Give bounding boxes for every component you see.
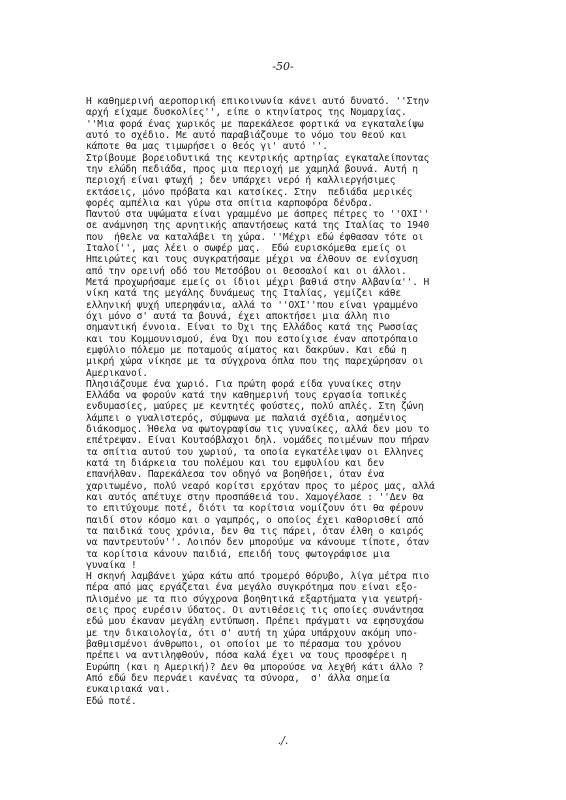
body-line: λάμπει ο γυαλιστερός, σύμφωνα με παλαιά σχέδια, ασημένιος [86, 412, 407, 424]
body-line: Από εδώ δεν περνάει κανένας τα σύνορα, σ' άλλα σημεία [86, 672, 390, 684]
body-line: Η σκηνή λαμβάνει χώρα κάτω από τρομερό θόρυβο, λίγα μέτρα πιο [86, 571, 430, 583]
body-line: επανήλθαν. Παρεκάλεσα τον οδηγό να βοηθήσει, όταν ένα [86, 469, 385, 481]
body-line: τα παιδικά τους χρόνια, δεν θα τις πάρει, όταν έλθη ο καιρός [86, 525, 424, 537]
body-line: βαθμισμένοι άνθρωποι, οι οποίοι με το πέρασμα του χρόνου [86, 639, 402, 650]
body-line: Εδώ ποτέ. [86, 695, 137, 707]
body-line: την ελώδη πεδιάδα, προς μια περιοχή με χαμηλά βουνά. Αυτή η [86, 163, 418, 175]
body-line: σε ανάμνηση της αρνητικής απαντήσεως κατά της Ιταλίας το 1940 [86, 220, 430, 232]
body-line: ευκαιριακά ναι. [86, 684, 171, 696]
body-line: να παντρευτούν''. Λοιπόν δεν μπορούμε να κάνουμε τίποτε, όταν [86, 537, 430, 549]
body-line: εκτάσεις, μόνο πρόβατα και κατσίκες. Στην πεδιάδα μερικές [86, 186, 413, 198]
body-line: ενδυμασίες, μαύρες με κεντητές φούστες, πολύ απλές. Στη ζώνη [86, 401, 424, 413]
body-line: Η καθημερινή αεροπορική επικοινωνία κάνει αυτό δυνατό. ''Στην [86, 96, 430, 107]
body-line: χαριτωμένο, πολύ νεαρό κορίτσι ερχόταν προς το μέρος μας, αλλά [86, 480, 435, 492]
body-line: σημαντική έννοια. Είναι το Όχι της Ελλάδος κατά της Ρωσσίας [86, 322, 418, 334]
body-line: παιδί στον κόσμο και ο γαμπρός, ο οποίος έχει καθορισθεί από [86, 514, 424, 526]
body-line: τα κορίτσια κάνουν παιδιά, επειδή τους φωτογράφισε μια [86, 548, 390, 560]
footer-mark: ./. [277, 734, 289, 747]
body-line: από την ορεινή οδό του Μετσόβου οι Θεσσαλοί και οι άλλοι. [86, 265, 407, 277]
body-line: κατά τη διάρκεια του πολέμου και του εμφυλίου και δεν [86, 458, 385, 469]
body-text [86, 96, 516, 707]
body-line: Ελλάδα να φορούν κατά την καθημερινή τους εργασία τοπικές [86, 390, 407, 402]
body-line: Ηπειρώτες και τους συγκρατήσαμε μέχρι να έλθουν σε ενίσχυση [86, 254, 418, 266]
body-line: που ήθελε να καταλάβει τη χώρα. ''Μέχρι εδώ έφθασαν τότε οι [86, 231, 424, 243]
body-line: εδώ μου έκαναν μεγάλη εντύπωση. Πρέπει πράγματι να εφησυχάσω [86, 616, 424, 628]
body-line: κάποτε θα μας τιμωρήσει ο θεός γι' αυτό ''. [86, 141, 328, 153]
body-line: μικρή χώρα νίκησε με τα σύγχρονα όπλα που της παρεχώρησαν οι [86, 356, 424, 368]
body-line: επέτρεψαν. Είναι Κουτσόβλαχοι δηλ. νομάδες ποιμένων που πήραν [86, 435, 430, 447]
body-line: πρέπει να αντιληφθούν, πόσα καλά έχει να τους προσφέρει η [86, 650, 407, 662]
body-line: περιοχή είναι φτωχή ; δεν υπάρχει νερό ή καλλιεργήσιμες [86, 175, 396, 187]
body-line: Ευρώπη (και η Αμερική)? Δεν θα μπορούσε να λεχθή κάτι άλλο ? [86, 661, 424, 673]
body-line: Μετά προχωρήσαμε εμείς οι ίδιοι μέχρι βαθιά στην Αλβανία''. Η [86, 277, 430, 288]
body-line: σεις προς ευρέσιν ύδατος. Οι αντιθέσεις τις οποίες συνάντησα [86, 605, 424, 617]
body-line: τα σπίτια αυτού του χωριού, τα οποία εγκατέλειψαν οι Ελληνες [86, 446, 424, 458]
body-line: Ιταλοί'', μας λέει ο σωφέρ μας. Εδώ ευρισκόμεθα εμείς οι [86, 243, 407, 255]
body-line: Στρίβουμε βορειοδυτικά της κεντρικής αρτηρίας εγκαταλείποντας [86, 152, 430, 164]
body-line: το επιτύχουμε ποτέ, διότι τα κορίτσια νομίζουν ότι θα φέρουν [86, 503, 424, 515]
body-line: φορές αμπέλια και γύρω στα σπίτια καρποφόρα δένδρα. [86, 197, 373, 209]
body-line: Αμερικανοί. [86, 367, 148, 379]
body-line: αρχή είχαμε δυσκολίες'', είπε ο κτηνίατρος της Νομαρχίας. [86, 107, 407, 119]
body-line: πλισμένο με τα πιο σύγχρονα βοηθητικά εξαρτήματα για γεωτρή- [86, 593, 424, 605]
body-line: ελληνική ψυχή υπερηφάνια, αλλά το ''ΟΧΙ''που είναι γραμμένο [86, 299, 418, 311]
body-line: διάκοσμος. Ήθελα να φωτογραφίσω τις γυναίκες, αλλά δεν μου το [86, 424, 430, 436]
body-line: και του Κομμουνισμού, ένα Όχι που εστοίχισε έναν αποτρόπαιο [86, 333, 418, 345]
body-line: Παντού στα υψώματα είναι γραμμένο με άσπρες πέτρες το ''ΟΧΙ'' [86, 209, 430, 221]
body-line: εμφύλιο πόλεμο με ποταμούς αίματος και δακρύων. Και εδώ η [86, 344, 407, 356]
body-line: και αυτός απέτυχε στην προσπάθειά του. Χαμογέλασε : ''Δεν θα [86, 491, 424, 503]
body-line: Πλησιάζουμε ένα χωριό. Για πρώτη φορά είδα γυναίκες στην [86, 378, 402, 390]
body-line: αυτό το σχέδιο. Με αυτό παραβιάζουμε το νόμο του θεού και [86, 129, 407, 141]
body-line: ''Μια φορά ένας χωρικός με παρεκάλεσε φορτικά να εγκαταλείψω [86, 118, 424, 130]
body-line: νίκη κατά της μεγάλης δυνάμεως της Ιταλίας, γεμίζει κάθε [86, 288, 402, 300]
page-number: -50- [272, 60, 294, 73]
body-line: πέρα από μας εργάζεται ένα μεγάλο συγκρότημα που είναι εξο- [86, 582, 418, 594]
body-line: με την δικαιολογία, ότι σ' αυτή τη χώρα υπάρχουν ακόμη υπο- [86, 627, 418, 639]
body-line: όχι μόνο σ' αυτά τα βουνά, έχει αποκτήσει μια άλλη πιο [86, 310, 390, 322]
body-line: γυναίκα ! [86, 559, 137, 571]
